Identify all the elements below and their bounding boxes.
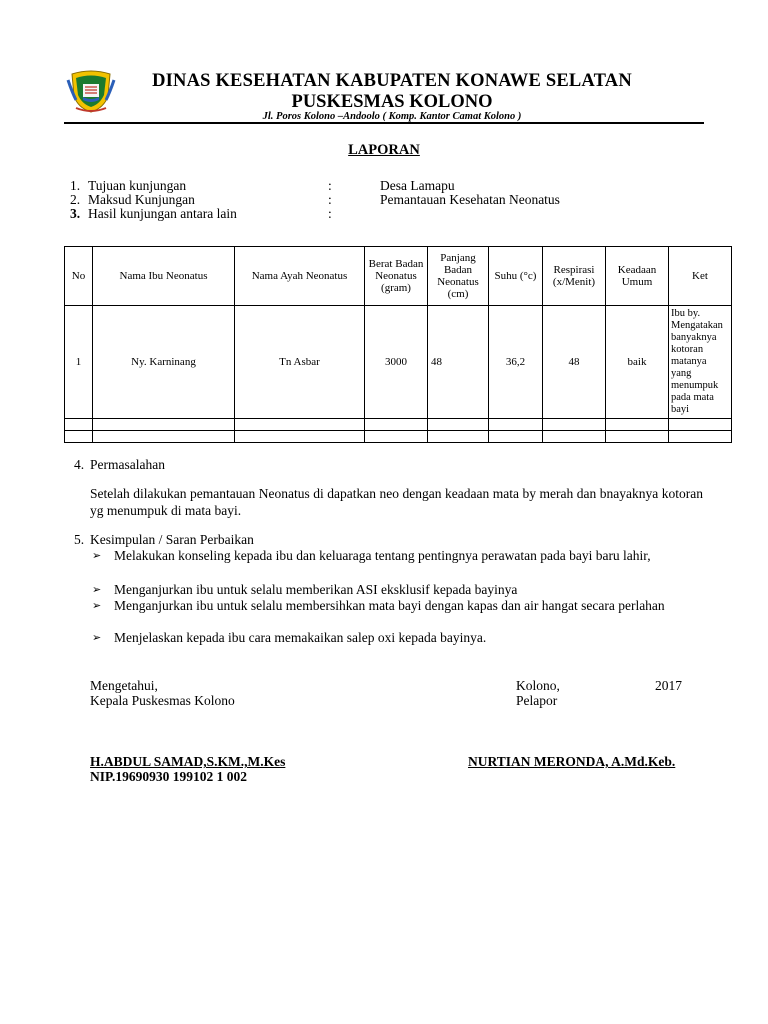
permasalahan-text: Setelah dilakukan pemantauan Neonatus di dapatkan neo dengan keadaan mata by merah dan bnayaknya kotoran yg menumpuk di mata bayi.: [90, 486, 703, 518]
cell-respirasi: 48: [543, 306, 606, 419]
header-nama-ibu: Nama Ibu Neonatus: [93, 247, 235, 306]
section-number: 5.: [74, 532, 85, 547]
sig-pelapor-role: Pelapor: [516, 693, 558, 708]
info-number: 2.: [70, 192, 81, 207]
table-row: [65, 306, 732, 419]
report-page: DINAS KESEHATAN KABUPATEN KONAWE SELATAN PUSKESMAS KOLONO Jl. Poros Kolono –Andoolo ( Komp. Kantor Camat Kolono ) LAPORAN 1. Tujuan kunjungan : Desa Lamapu 2. Maksud Kunjungan : Pemantauan Kesehatan Neonatus 3. Hasil kunjungan antara lain : No Nama Ibu Neonatus Nama Ayah Neonatus Berat Badan Neonatus (gram) Panjang Badan Neonatus (cm) Suhu (°c) Respirasi (x/Menit) Keadaan Umum Ket 1 Ny. Karninang Tn Asbar 3000 48 36,2 48 baik Ibu by. Mengatakan banyaknya kotoran matanya yang menumpuk pada mata bayi 4. Permasalahan Setelah dilakukan pemantauan Neonatus di dapatkan neo dengan keadaan mata by merah dan bnayaknya kotoran yg menumpuk di mata bayi. 5. Kesimpulan / Saran Perbaikan ➢ Melakukan konseling kepada ibu dan keluaraga tentang pentingnya perawatan pada bayi baru lahir, ➢ Menganjurkan ibu untuk selalu memberikan ASI eksklusif kepada bayinya ➢ Menganjurkan ibu untuk selalu membersihkan mata bayi dengan kapas dan air hangat secara perlahan ➢ Menjelaskan kepada ibu cara memakaikan salep oxi kepada bayinya. Mengetahui, Kepala Puskesmas Kolono Kolono, 2017 Pelapor H.ABDUL SAMAD,S.KM.,M.Kes NIP.19690930 199102 1 002 NURTIAN MERONDA, A.Md.Keb.: [0, 0, 768, 1024]
regency-emblem-icon: [66, 70, 116, 114]
info-label: Tujuan kunjungan: [88, 178, 187, 193]
header-keadaan: Keadaan Umum: [606, 247, 669, 306]
arrow-bullet-icon: ➢: [92, 600, 102, 612]
header-respirasi: Respirasi (x/Menit): [543, 247, 606, 306]
info-number: 1.: [70, 178, 81, 193]
puskesmas-name: PUSKESMAS KOLONO: [291, 92, 493, 112]
section-number: 4.: [74, 457, 85, 472]
cell-berat: 3000: [365, 306, 428, 419]
cell-ket: Ibu by. Mengatakan banyaknya kotoran matanya yang menumpuk pada mata bayi: [669, 306, 732, 419]
sig-mengetahui: Mengetahui,: [90, 678, 158, 693]
header-rule: [64, 122, 704, 124]
info-label: Maksud Kunjungan: [88, 192, 195, 207]
section-title: Permasalahan: [90, 457, 165, 472]
info-number: 3.: [70, 206, 81, 221]
sig-kepala-name: H.ABDUL SAMAD,S.KM.,M.Kes: [90, 754, 286, 769]
cell-panjang: 48: [428, 306, 489, 419]
table-header-row: [65, 247, 732, 306]
org-address: Jl. Poros Kolono –Andoolo ( Komp. Kantor Camat Kolono ): [262, 111, 522, 122]
cell-suhu: 36,2: [489, 306, 543, 419]
header-panjang: Panjang Badan Neonatus (cm): [428, 247, 489, 306]
arrow-bullet-icon: ➢: [92, 632, 102, 644]
sig-year: 2017: [655, 678, 682, 693]
header-suhu: Suhu (°c): [489, 247, 543, 306]
header-ket: Ket: [669, 247, 732, 306]
cell-no: 1: [65, 306, 93, 419]
header-berat: Berat Badan Neonatus (gram): [365, 247, 428, 306]
cell-keadaan: baik: [606, 306, 669, 419]
sig-pelapor-name: NURTIAN MERONDA, A.Md.Keb.: [468, 754, 676, 769]
info-label: Hasil kunjungan antara lain: [88, 206, 237, 221]
sig-kepala-role: Kepala Puskesmas Kolono: [90, 693, 235, 708]
cell-nama-ayah: Tn Asbar: [235, 306, 365, 419]
info-colon: :: [328, 206, 332, 221]
table-row-empty: [65, 419, 732, 431]
cell-nama-ibu: Ny. Karninang: [93, 306, 235, 419]
arrow-bullet-icon: ➢: [92, 584, 102, 596]
report-title: LAPORAN: [348, 142, 420, 158]
info-value: Pemantauan Kesehatan Neonatus: [380, 192, 560, 207]
info-colon: :: [328, 178, 332, 193]
header-nama-ayah: Nama Ayah Neonatus: [235, 247, 365, 306]
header-no: No: [65, 247, 93, 306]
info-colon: :: [328, 192, 332, 207]
neonatus-table: [64, 246, 732, 443]
info-value: Desa Lamapu: [380, 178, 455, 193]
sig-place: Kolono,: [516, 678, 560, 693]
section-title: Kesimpulan / Saran Perbaikan: [90, 532, 254, 547]
table-row-empty: [65, 431, 732, 443]
org-name: DINAS KESEHATAN KABUPATEN KONAWE SELATAN: [152, 71, 632, 91]
arrow-bullet-icon: ➢: [92, 550, 102, 562]
sig-kepala-nip: NIP.19690930 199102 1 002: [90, 769, 248, 784]
